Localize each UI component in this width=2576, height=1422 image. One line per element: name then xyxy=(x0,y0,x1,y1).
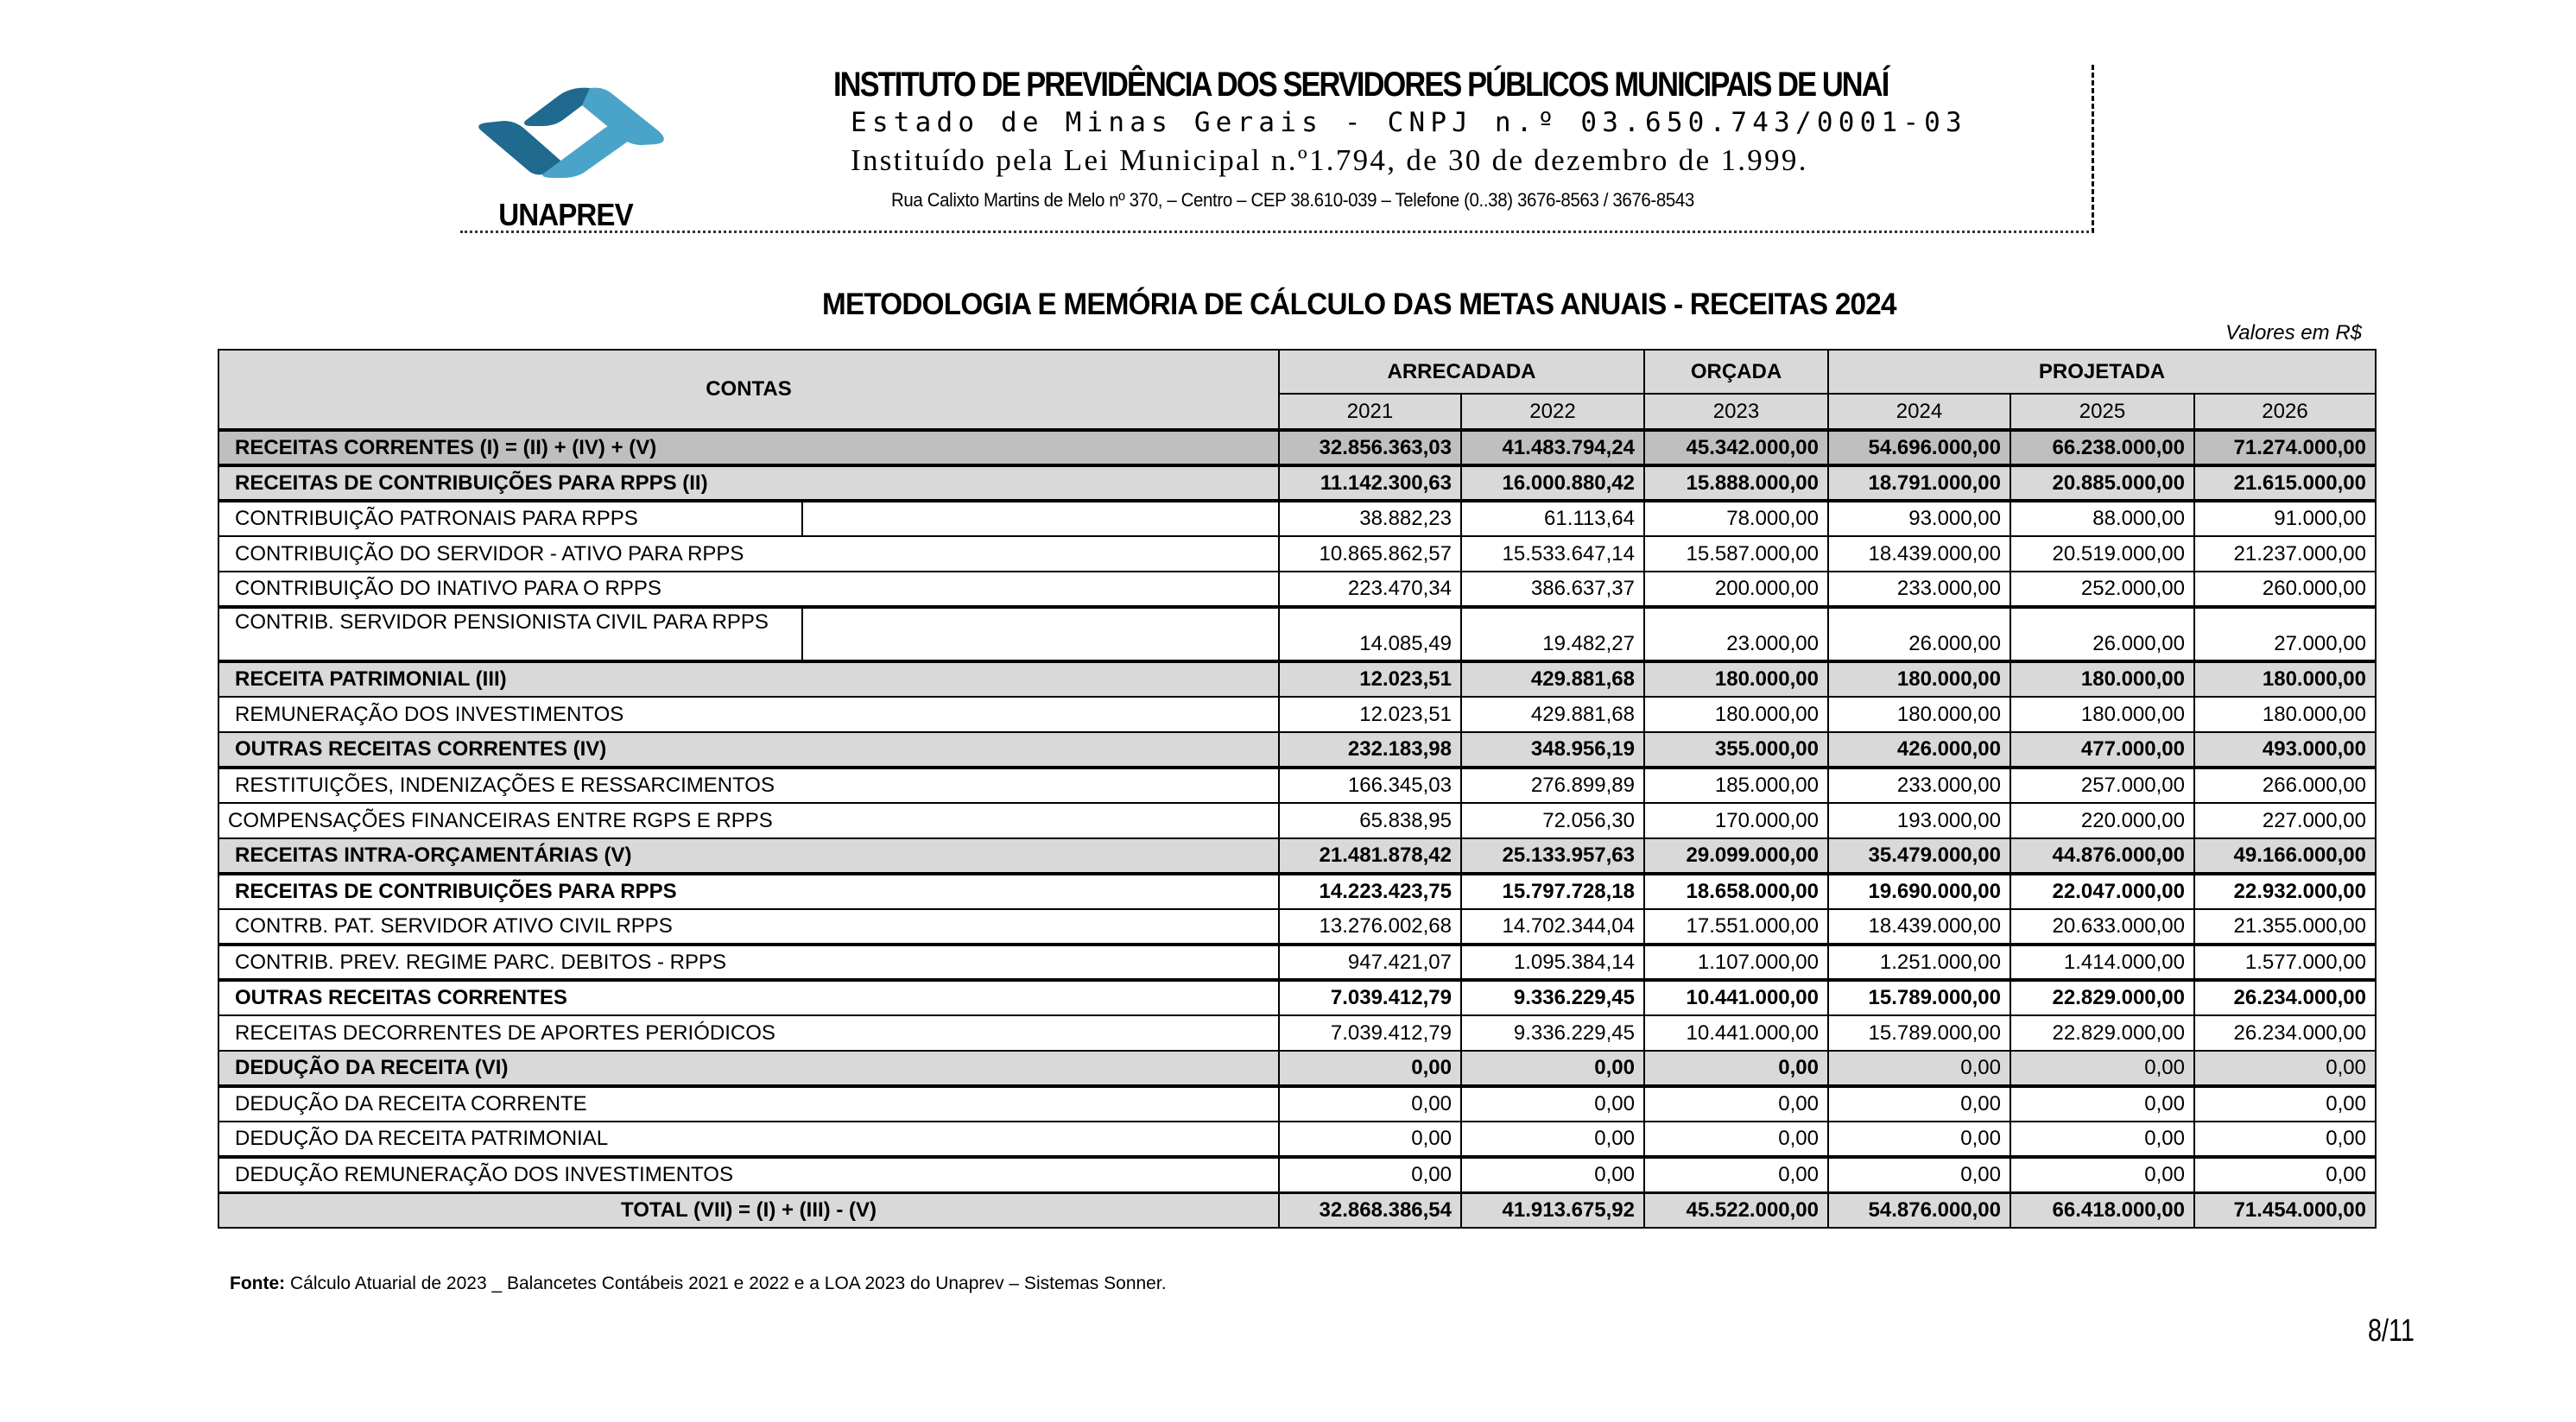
cell-2025: 477.000,00 xyxy=(2010,732,2194,768)
table-row-total xyxy=(218,1192,2376,1228)
cell-2021: 12.023,51 xyxy=(1279,697,1461,732)
cell-2021: 7.039.412,79 xyxy=(1279,980,1461,1015)
header-contas: CONTAS xyxy=(218,350,1279,430)
cell-2021: 232.183,98 xyxy=(1279,732,1461,768)
cell-2021: 32.856.363,03 xyxy=(1279,430,1461,465)
header-year-2021: 2021 xyxy=(1279,394,1461,430)
cell-2021: 947.421,07 xyxy=(1279,945,1461,980)
cell-2022: 348.956,19 xyxy=(1461,732,1644,768)
cell-2025: 66.418.000,00 xyxy=(2010,1192,2194,1228)
cell-2026: 180.000,00 xyxy=(2194,661,2376,697)
row-label: CONTRIB. PREV. REGIME PARC. DEBITOS - RPPS xyxy=(218,945,1279,980)
cell-2022: 276.899,89 xyxy=(1461,768,1644,803)
cell-2024: 0,00 xyxy=(1828,1122,2010,1157)
cell-2026: 26.234.000,00 xyxy=(2194,980,2376,1015)
row-label: TOTAL (VII) = (I) + (III) - (V) xyxy=(218,1192,1279,1228)
cell-2025: 180.000,00 xyxy=(2010,697,2194,732)
table-row-contrib-pensionista xyxy=(218,607,2376,661)
cell-2022: 9.336.229,45 xyxy=(1461,980,1644,1015)
cell-2021: 0,00 xyxy=(1279,1122,1461,1157)
cell-2021: 0,00 xyxy=(1279,1051,1461,1086)
cell-2022: 0,00 xyxy=(1461,1157,1644,1192)
row-label: RECEITAS INTRA-ORÇAMENTÁRIAS (V) xyxy=(218,838,1279,874)
table-row-aportes-periodicos xyxy=(218,1015,2376,1051)
cell-2024: 35.479.000,00 xyxy=(1828,838,2010,874)
cell-2026: 21.355.000,00 xyxy=(2194,909,2376,945)
cell-2026: 266.000,00 xyxy=(2194,768,2376,803)
cell-2022: 41.483.794,24 xyxy=(1461,430,1644,465)
cell-2026: 260.000,00 xyxy=(2194,572,2376,607)
row-label: COMPENSAÇÕES FINANCEIRAS ENTRE RGPS E RPPS xyxy=(218,803,1279,838)
source-label: Fonte: xyxy=(230,1273,286,1293)
cell-2023: 200.000,00 xyxy=(1644,572,1828,607)
cell-2026: 91.000,00 xyxy=(2194,501,2376,536)
cell-2025: 20.633.000,00 xyxy=(2010,909,2194,945)
cell-2026: 0,00 xyxy=(2194,1157,2376,1192)
cell-2026: 27.000,00 xyxy=(2194,607,2376,661)
table-row-deducao-receita-corrente xyxy=(218,1086,2376,1122)
cell-2021: 223.470,34 xyxy=(1279,572,1461,607)
logo-name: UNAPREV xyxy=(498,197,633,232)
cell-2024: 18.439.000,00 xyxy=(1828,909,2010,945)
institution-law: Instituído pela Lei Municipal n.º1.794, de 30 de dezembro de 1.999. xyxy=(851,143,1808,177)
cell-2024: 233.000,00 xyxy=(1828,768,2010,803)
table-row-restituicoes xyxy=(218,768,2376,803)
table-row-deducao-remuneracao-investimentos xyxy=(218,1157,2376,1192)
cell-2026: 1.577.000,00 xyxy=(2194,945,2376,980)
cell-2022: 0,00 xyxy=(1461,1122,1644,1157)
cell-2024: 0,00 xyxy=(1828,1051,2010,1086)
cell-2024: 426.000,00 xyxy=(1828,732,2010,768)
cell-2023: 185.000,00 xyxy=(1644,768,1828,803)
cell-2022: 14.702.344,04 xyxy=(1461,909,1644,945)
cell-2023: 18.658.000,00 xyxy=(1644,874,1828,909)
header-year-2025: 2025 xyxy=(2010,394,2194,430)
table-row-deducao-receita-patrimonial xyxy=(218,1122,2376,1157)
cell-2023: 15.888.000,00 xyxy=(1644,465,1828,501)
row-label: OUTRAS RECEITAS CORRENTES xyxy=(218,980,1279,1015)
table-row-receita-patrimonial xyxy=(218,661,2376,697)
row-label: CONTRIBUIÇÃO DO SERVIDOR - ATIVO PARA RPPS xyxy=(218,536,1279,572)
cell-2025: 180.000,00 xyxy=(2010,661,2194,697)
cell-2021: 166.345,03 xyxy=(1279,768,1461,803)
cell-2026: 0,00 xyxy=(2194,1122,2376,1157)
revenue-goals-table xyxy=(218,349,2377,1229)
cell-2025: 0,00 xyxy=(2010,1051,2194,1086)
cell-2025: 257.000,00 xyxy=(2010,768,2194,803)
cell-2025: 20.885.000,00 xyxy=(2010,465,2194,501)
cell-2025: 0,00 xyxy=(2010,1086,2194,1122)
table-row-remuneracao-investimentos xyxy=(218,697,2376,732)
table-row-contribuicoes-rpps-intra xyxy=(218,874,2376,909)
table-row-outras-receitas-correntes-iv xyxy=(218,732,2376,768)
cell-2021: 14.085,49 xyxy=(1279,607,1461,661)
cell-2025: 88.000,00 xyxy=(2010,501,2194,536)
cell-2023: 1.107.000,00 xyxy=(1644,945,1828,980)
cell-2024: 15.789.000,00 xyxy=(1828,980,2010,1015)
cell-2024: 233.000,00 xyxy=(1828,572,2010,607)
cell-2022: 25.133.957,63 xyxy=(1461,838,1644,874)
table-row-contrb-pat-servidor-ativo xyxy=(218,909,2376,945)
cell-2022: 15.797.728,18 xyxy=(1461,874,1644,909)
cell-2026: 21.615.000,00 xyxy=(2194,465,2376,501)
cell-2024: 0,00 xyxy=(1828,1157,2010,1192)
cell-2023: 17.551.000,00 xyxy=(1644,909,1828,945)
cell-2025: 26.000,00 xyxy=(2010,607,2194,661)
cell-2024: 1.251.000,00 xyxy=(1828,945,2010,980)
cell-2021: 11.142.300,63 xyxy=(1279,465,1461,501)
table-row-intra-orcamentarias xyxy=(218,838,2376,874)
cell-2024: 0,00 xyxy=(1828,1086,2010,1122)
cell-2021: 0,00 xyxy=(1279,1086,1461,1122)
row-label: CONTRIBUIÇÃO DO INATIVO PARA O RPPS xyxy=(218,572,1279,607)
cell-2025: 22.047.000,00 xyxy=(2010,874,2194,909)
header-group-arrecadada: ARRECADADA xyxy=(1279,350,1644,394)
empty-cell xyxy=(802,607,1279,661)
table-row-contribuicao-patronais xyxy=(218,501,2376,536)
cell-2026: 0,00 xyxy=(2194,1051,2376,1086)
cell-2021: 13.276.002,68 xyxy=(1279,909,1461,945)
cell-2022: 61.113,64 xyxy=(1461,501,1644,536)
row-label: DEDUÇÃO DA RECEITA CORRENTE xyxy=(218,1086,1279,1122)
cell-2023: 10.441.000,00 xyxy=(1644,1015,1828,1051)
cell-2022: 0,00 xyxy=(1461,1086,1644,1122)
cell-2024: 193.000,00 xyxy=(1828,803,2010,838)
cell-2024: 15.789.000,00 xyxy=(1828,1015,2010,1051)
cell-2025: 0,00 xyxy=(2010,1157,2194,1192)
cell-2025: 66.238.000,00 xyxy=(2010,430,2194,465)
row-label: RECEITA PATRIMONIAL (III) xyxy=(218,661,1279,697)
row-label: RECEITAS CORRENTES (I) = (II) + (IV) + (V) xyxy=(218,430,1279,465)
source-note xyxy=(230,1273,1167,1294)
cell-2025: 1.414.000,00 xyxy=(2010,945,2194,980)
table-row-compensacoes-financeiras xyxy=(218,803,2376,838)
cell-2023: 355.000,00 xyxy=(1644,732,1828,768)
cell-2026: 180.000,00 xyxy=(2194,697,2376,732)
row-label: REMUNERAÇÃO DOS INVESTIMENTOS xyxy=(218,697,1279,732)
table-row-contribuicao-servidor-ativo xyxy=(218,536,2376,572)
header-group-projetada: PROJETADA xyxy=(1828,350,2376,394)
cell-2021: 10.865.862,57 xyxy=(1279,536,1461,572)
cell-2023: 15.587.000,00 xyxy=(1644,536,1828,572)
row-label: RECEITAS DE CONTRIBUIÇÕES PARA RPPS xyxy=(218,874,1279,909)
cell-2021: 65.838,95 xyxy=(1279,803,1461,838)
cell-2025: 20.519.000,00 xyxy=(2010,536,2194,572)
cell-2024: 54.696.000,00 xyxy=(1828,430,2010,465)
cell-2023: 0,00 xyxy=(1644,1051,1828,1086)
cell-2026: 49.166.000,00 xyxy=(2194,838,2376,874)
cell-2023: 0,00 xyxy=(1644,1157,1828,1192)
cell-2021: 14.223.423,75 xyxy=(1279,874,1461,909)
currency-units-note: Valores em R$ xyxy=(2225,321,2362,344)
institution-name: INSTITUTO DE PREVIDÊNCIA DOS SERVIDORES PÚBLICOS MUNICIPAIS DE UNAÍ xyxy=(833,66,1889,104)
table-row-contribuicao-inativo xyxy=(218,572,2376,607)
row-label: CONTRIBUIÇÃO PATRONAIS PARA RPPS xyxy=(218,501,802,536)
cell-2026: 22.932.000,00 xyxy=(2194,874,2376,909)
cell-2023: 29.099.000,00 xyxy=(1644,838,1828,874)
row-label: RECEITAS DE CONTRIBUIÇÕES PARA RPPS (II) xyxy=(218,465,1279,501)
cell-2023: 10.441.000,00 xyxy=(1644,980,1828,1015)
cell-2021: 12.023,51 xyxy=(1279,661,1461,697)
cell-2022: 16.000.880,42 xyxy=(1461,465,1644,501)
cell-2023: 78.000,00 xyxy=(1644,501,1828,536)
row-label: RESTITUIÇÕES, INDENIZAÇÕES E RESSARCIMENTOS xyxy=(218,768,1279,803)
cell-2024: 26.000,00 xyxy=(1828,607,2010,661)
cell-2023: 0,00 xyxy=(1644,1086,1828,1122)
cell-2025: 252.000,00 xyxy=(2010,572,2194,607)
table-row-outras-receitas-correntes xyxy=(218,980,2376,1015)
institution-address: Rua Calixto Martins de Melo nº 370, – Centro – CEP 38.610-039 – Telefone (0..38) 3676-8563 / 3676-8543 xyxy=(891,189,1694,211)
cell-2024: 19.690.000,00 xyxy=(1828,874,2010,909)
header-group-orcada: ORÇADA xyxy=(1644,350,1828,394)
cell-2022: 41.913.675,92 xyxy=(1461,1192,1644,1228)
row-label: CONTRB. PAT. SERVIDOR ATIVO CIVIL RPPS xyxy=(218,909,1279,945)
cell-2022: 1.095.384,14 xyxy=(1461,945,1644,980)
row-label: DEDUÇÃO DA RECEITA PATRIMONIAL xyxy=(218,1122,1279,1157)
cell-2026: 0,00 xyxy=(2194,1086,2376,1122)
cell-2026: 71.454.000,00 xyxy=(2194,1192,2376,1228)
row-label: CONTRIB. SERVIDOR PENSIONISTA CIVIL PARA RPPS xyxy=(218,607,802,661)
row-label: DEDUÇÃO DA RECEITA (VI) xyxy=(218,1051,1279,1086)
cell-2026: 227.000,00 xyxy=(2194,803,2376,838)
cell-2023: 170.000,00 xyxy=(1644,803,1828,838)
row-label: OUTRAS RECEITAS CORRENTES (IV) xyxy=(218,732,1279,768)
cell-2022: 429.881,68 xyxy=(1461,661,1644,697)
source-text: Cálculo Atuarial de 2023 _ Balancetes Contábeis 2021 e 2022 e a LOA 2023 do Unaprev – Sistemas Sonner. xyxy=(285,1273,1167,1293)
institution-state-cnpj: Estado de Minas Gerais - CNPJ n.º 03.650.743/0001-03 xyxy=(851,107,1967,138)
cell-2023: 45.342.000,00 xyxy=(1644,430,1828,465)
cell-2025: 0,00 xyxy=(2010,1122,2194,1157)
table-row-contrib-prev-regime-parc xyxy=(218,945,2376,980)
cell-2024: 93.000,00 xyxy=(1828,501,2010,536)
cell-2021: 7.039.412,79 xyxy=(1279,1015,1461,1051)
cell-2022: 72.056,30 xyxy=(1461,803,1644,838)
cell-2023: 180.000,00 xyxy=(1644,661,1828,697)
cell-2024: 54.876.000,00 xyxy=(1828,1192,2010,1228)
cell-2022: 429.881,68 xyxy=(1461,697,1644,732)
cell-2025: 44.876.000,00 xyxy=(2010,838,2194,874)
header-year-2026: 2026 xyxy=(2194,394,2376,430)
cell-2024: 18.439.000,00 xyxy=(1828,536,2010,572)
cell-2022: 15.533.647,14 xyxy=(1461,536,1644,572)
header-year-2024: 2024 xyxy=(1828,394,2010,430)
unaprev-logo-icon xyxy=(473,79,672,181)
cell-2025: 220.000,00 xyxy=(2010,803,2194,838)
cell-2024: 180.000,00 xyxy=(1828,697,2010,732)
page-number: 8/11 xyxy=(2368,1312,2415,1348)
table-row-receitas-correntes xyxy=(218,430,2376,465)
cell-2021: 38.882,23 xyxy=(1279,501,1461,536)
cell-2026: 71.274.000,00 xyxy=(2194,430,2376,465)
cell-2022: 9.336.229,45 xyxy=(1461,1015,1644,1051)
row-label: DEDUÇÃO REMUNERAÇÃO DOS INVESTIMENTOS xyxy=(218,1157,1279,1192)
cell-2023: 23.000,00 xyxy=(1644,607,1828,661)
cell-2021: 32.868.386,54 xyxy=(1279,1192,1461,1228)
cell-2022: 0,00 xyxy=(1461,1051,1644,1086)
page-title: METODOLOGIA E MEMÓRIA DE CÁLCULO DAS METAS ANUAIS - RECEITAS 2024 xyxy=(822,288,1896,321)
cell-2026: 493.000,00 xyxy=(2194,732,2376,768)
cell-2021: 21.481.878,42 xyxy=(1279,838,1461,874)
cell-2024: 18.791.000,00 xyxy=(1828,465,2010,501)
cell-2021: 0,00 xyxy=(1279,1157,1461,1192)
cell-2024: 180.000,00 xyxy=(1828,661,2010,697)
cell-2022: 19.482,27 xyxy=(1461,607,1644,661)
table-row-deducao-receita-vi xyxy=(218,1051,2376,1086)
table-row-contribuicoes-rpps-ii xyxy=(218,465,2376,501)
header-year-2022: 2022 xyxy=(1461,394,1644,430)
cell-2025: 22.829.000,00 xyxy=(2010,980,2194,1015)
header-year-2023: 2023 xyxy=(1644,394,1828,430)
cell-2023: 0,00 xyxy=(1644,1122,1828,1157)
cell-2022: 386.637,37 xyxy=(1461,572,1644,607)
cell-2026: 21.237.000,00 xyxy=(2194,536,2376,572)
cell-2026: 26.234.000,00 xyxy=(2194,1015,2376,1051)
cell-2025: 22.829.000,00 xyxy=(2010,1015,2194,1051)
empty-cell xyxy=(802,501,1279,536)
cell-2023: 45.522.000,00 xyxy=(1644,1192,1828,1228)
cell-2023: 180.000,00 xyxy=(1644,697,1828,732)
row-label: RECEITAS DECORRENTES DE APORTES PERIÓDICOS xyxy=(218,1015,1279,1051)
